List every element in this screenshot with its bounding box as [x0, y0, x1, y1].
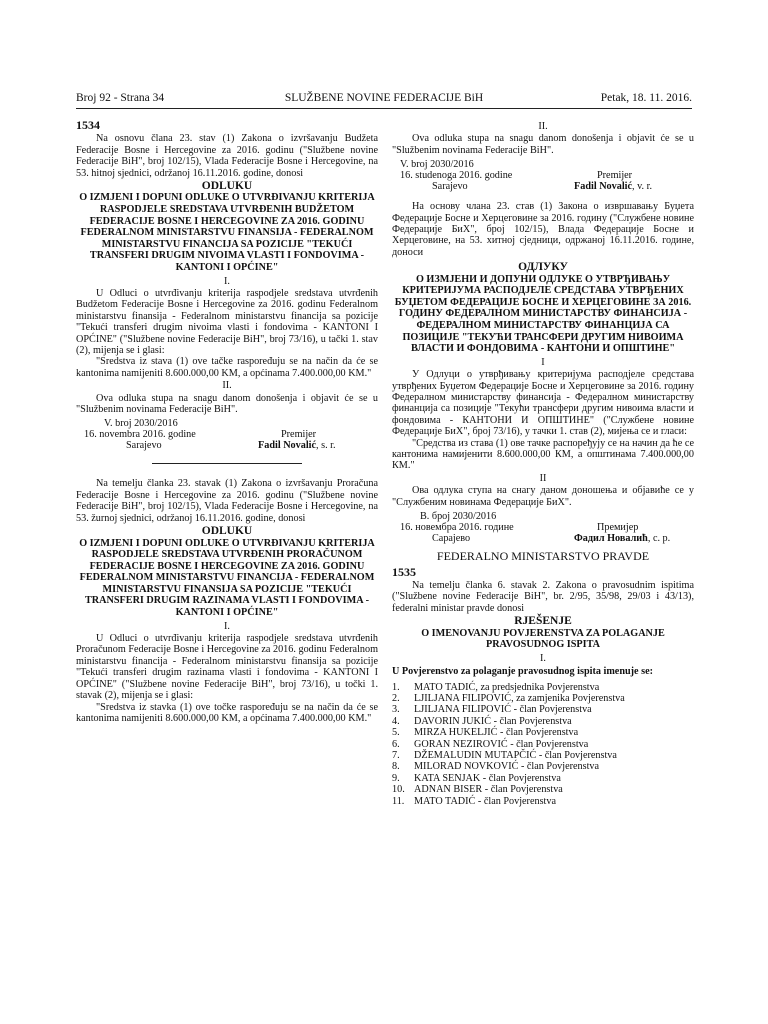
- list-item-text: ADNAN BISER - član Povjerenstva: [414, 784, 563, 796]
- section-numeral: I.: [224, 275, 230, 287]
- page-header: [76, 92, 692, 109]
- member-list: [392, 682, 694, 807]
- issue-date: Petak, 18. 11. 2016.: [600, 92, 692, 104]
- list-item: [392, 682, 694, 693]
- list-item-number: 9.: [392, 772, 400, 784]
- list-item: [392, 750, 694, 761]
- list-item-number: 11.: [392, 795, 405, 807]
- signatory-name: Фадил Новалић, с. р.: [574, 533, 671, 545]
- list-item-text: DŽEMALUDIN MUTAPČIĆ - član Povjerenstva: [414, 749, 617, 761]
- list-item-number: 10.: [392, 784, 405, 796]
- section-text: Ова одлука ступа на снагу даном доношења и објавиће се у "Службеним новинама Федерације БиХ".: [392, 485, 694, 508]
- list-item: [392, 773, 694, 784]
- signatory-role: Premijer: [281, 429, 317, 441]
- list-item-number: 5.: [392, 727, 400, 739]
- section-numeral: II.: [538, 121, 548, 132]
- list-item-text: MIRZA HUKELJIĆ - član Povjerenstva: [414, 727, 579, 739]
- list-item: [392, 784, 694, 795]
- ministry-heading: FEDERALNO MINISTARSTVO PRAVDE: [436, 549, 650, 564]
- list-heading: U Povjerenstvo za polaganje pravosudnog ispita imenuje se:: [392, 666, 654, 678]
- section-numeral: I.: [540, 652, 546, 664]
- list-item-text: MILORAD NOVKOVIĆ - član Povjerenstva: [414, 761, 600, 773]
- list-item: [392, 716, 694, 727]
- document-number: 1535: [392, 564, 416, 579]
- section-numeral: I: [541, 356, 545, 368]
- list-item: [392, 727, 694, 738]
- list-item-text: LJILJANA FILIPOVIĆ, za zamjenika Povjerenstva: [414, 692, 625, 704]
- gazette-title: SLUŽBENE NOVINE FEDERACIJE BiH: [284, 92, 484, 104]
- spacer: [392, 193, 694, 201]
- section-quote: "Sredstva iz stava (1) ove tačke raspoređuju se na način da će se kantonima namijeniti 8.600.000,00 KM, a općinama 7.400.000,00 KM.": [76, 356, 378, 379]
- list-item: [392, 739, 694, 750]
- section-text: У Одлуци о утврђивању критеријума расподјеле средстава утврђених Буџетом Федерације Босне и Херцеговине за 2016. годину Федералном министарству финансија - Федералном министарству финанција са позиције "Текући трансфери другим нивоима власти и фондовима - КАНТОНИ И ОПШТИНЕ" ("Службене новине Федерације БиХ", број 73/16), у тачки 1. став (2), мијења се и гласи:: [392, 369, 694, 438]
- signature-place: Sarajevo: [126, 440, 162, 452]
- signature-block: [76, 418, 378, 452]
- reference-number: V. broj 2030/2016: [104, 418, 178, 430]
- preamble: Na temelju članka 23. stavak (1) Zakona o izvršavanju Proračuna Federacije Bosne i Hercegovine za 2016. godinu ("Službene novine Federacije BiH", broj 102/15), Vlada Federacije Bosne i Hercegovine, na 53. žurnoj sjednici, održanoj 16.11.2016. godine, donosi: [76, 478, 378, 524]
- signatory-name: Fadil Novalić, s. r.: [258, 440, 336, 452]
- list-item-text: DAVORIN JUKIĆ - član Povjerenstva: [414, 715, 572, 727]
- reference-number: V. broj 2030/2016: [400, 159, 474, 171]
- signature-date: 16. studenoga 2016. godine: [400, 170, 513, 182]
- signature-place: Сарајево: [432, 533, 471, 545]
- list-item-number: 7.: [392, 749, 400, 761]
- list-item-text: GORAN NEZIROVIĆ - član Povjerenstva: [414, 738, 589, 750]
- document-subtitle: O IMENOVANJU POVJERENSTVA ZA POLAGANJE PRAVOSUDNOG ISPITA: [421, 627, 665, 651]
- list-item: [392, 761, 694, 772]
- signature-place: Sarajevo: [432, 181, 468, 193]
- section-numeral: II: [539, 472, 547, 484]
- signature-block: [392, 511, 694, 545]
- document-subtitle: O IZMJENI I DOPUNI ODLUKE O UTVRĐIVANJU KRITERIJA RASPODJELE SREDSTAVA UTVRĐENIH BUDŽETOM FEDERACIJE BOSNE I HERCEGOVINE ZA 2016. GODINU FEDERALNOM MINISTARSTVU FINANSIJA - FEDERALNOM MINISTARSTVU FINANCIJA SA POZICIJE "TEKUĆI TRANSFERI DRUGIM NIVOIMA VLASTI I FONDOVIMA - KANTONI I OPĆINE": [79, 192, 375, 273]
- preamble: Na osnovu člana 23. stav (1) Zakona o izvršavanju Budžeta Federacije Bosne i Hercegovine za 2016. godinu ("Službene novine Federacije BiH", broj 102/15), Vlada Federacije Bosne i Hercegovine, na 53. hitnoj sjednici, održanoj 16.11.2016. godine, donosi: [76, 133, 378, 179]
- signature-date: 16. novembra 2016. godine: [84, 429, 196, 441]
- section-text: Ova odluka stupa na snagu danom donošenja i objavit će se u "Službenim novinama Federacije BiH".: [76, 392, 378, 416]
- document-number: 1534: [76, 118, 100, 132]
- list-item-text: MATO TADIĆ, za predsjednika Povjerenstva: [414, 681, 600, 693]
- section-text: U Odluci o utvrđivanju kriterija raspodjele sredstava utvrđenih Budžetom Federacije Bosne i Hercegovine za 2016. godinu Federalnom ministarstvu finansija - Federalnom ministarstvu financija sa pozicije "Tekući transferi drugim nivoima vlasti i fondovima - KANTONI I OPĆINE" ("Službene novine Federacije BiH", broj 73/16), u tački 1. stav (2), mijenja se i glasi:: [76, 288, 378, 357]
- list-item-number: 3.: [392, 704, 400, 716]
- preamble: Na temelju članka 6. stavak 2. Zakona o pravosudnim ispitima ("Službene novine Federacije BiH", br. 2/95, 35/98, 29/03 i 43/13), federalni ministar pravde donosi: [392, 579, 694, 614]
- document-subtitle: O IZMJENI I DOPUNI ODLUKE O UTVRĐIVANJU KRITERIJA RASPODJELE SREDSTAVA UTVRĐENIH PRORAČUNOM FEDERACIJE BOSNE I HERCEGOVINE ZA 2016. GODINU FEDERALNOM MINISTARSTVU FINANCIJA - FEDERALNOM MINISTARSTVU FINANSIJA SA POZICIJE "TEKUĆI TRANSFERI DRUGIM RAZINAMA VLASTI I FONDOVIMA - KANTONI I OPĆINE": [79, 537, 375, 619]
- list-item-number: 8.: [392, 761, 400, 773]
- signatory-role: Премијер: [597, 522, 639, 534]
- list-item-number: 4.: [392, 715, 400, 727]
- list-item-text: LJILJANA FILIPOVIĆ - član Povjerenstva: [414, 704, 592, 716]
- list-item-text: MATO TADIĆ - član Povjerenstva: [414, 795, 556, 807]
- section-text: Ova odluka stupa na snagu danom donošenja i objavit će se u "Službenim novinama Federacije BiH".: [392, 133, 694, 156]
- document-subtitle: О ИЗМЈЕНИ И ДОПУНИ ОДЛУКЕ О УТВРЂИВАЊУ КРИТЕРИЈУМА РАСПОДЈЕЛЕ СРЕДСТАВА УТВРЂЕНИХ БУЏЕТОМ ФЕДЕРАЦИЈЕ БОСНЕ И ХЕРЦЕГОВИНЕ ЗА 2016. ГОДИНУ ФЕДЕРАЛНОМ МИНИСТАРСТВУ ФИНАНСИЈА - ФЕДЕРАЛНОМ МИНИСТАРСТВУ ФИНАНЦИЈА СА ПОЗИЦИЈЕ "ТЕКУЋИ ТРАНСФЕРИ ДРУГИМ НИВОИМА ВЛАСТИ И ФОНДОВИМА - КАНТОНИ И ОПШТИНЕ": [394, 273, 692, 355]
- section-quote: "Средства из става (1) ове тачке распоређују се на начин да ће се кантонима намијенити 8.600.000,00 КМ, а општинама 7.400.000,00 КМ.": [392, 437, 694, 472]
- signatory-name: Fadil Novalić, v. r.: [574, 181, 653, 193]
- issue-page-number: Broj 92 - Strana 34: [76, 92, 165, 104]
- document-title: ODLUKU: [201, 180, 253, 193]
- list-item-number: 1.: [392, 681, 400, 693]
- list-item-number: 2.: [392, 692, 400, 704]
- section-numeral: II.: [222, 380, 232, 392]
- reference-number: В. број 2030/2016: [420, 511, 497, 523]
- document-title: RJEŠENJE: [514, 615, 572, 628]
- list-item: [392, 704, 694, 715]
- signature-block: [392, 159, 694, 193]
- section-numeral: I.: [224, 620, 230, 632]
- list-item-text: KATA SENJAK - član Povjerenstva: [414, 772, 561, 784]
- list-item: [392, 796, 694, 807]
- list-item-number: 6.: [392, 738, 400, 750]
- right-column: [392, 120, 694, 807]
- document-title: ODLUKU: [201, 525, 253, 538]
- list-item: [392, 693, 694, 704]
- document-title: ОДЛУКУ: [518, 261, 568, 274]
- separator: [152, 463, 302, 464]
- signature-date: 16. новембра 2016. године: [400, 522, 514, 534]
- section-quote: "Sredstva iz stavka (1) ove točke raspoređuju se na način da će se kantonima namijeniti 8.600.000,00 KM, a općinama 7.400.000,00 KM.": [76, 701, 378, 724]
- left-column: [76, 120, 378, 724]
- signatory-role: Premijer: [597, 170, 633, 182]
- preamble: На основу члана 23. став (1) Закона о извршавању Буџета Федерације Босне и Херцеговине за 2016. годину ("Службене новине Федерације БиХ", број 102/15), Влада Федерације Босне и Херцеговине, на 53. хитној сједници, одржаној 16.11.2016. године, доноси: [392, 201, 694, 258]
- section-text: U Odluci o utvrđivanju kriterija raspodjele sredstava utvrđenih Proračunom Federacije Bosne i Hercegovine za 2016. godinu Federalnom ministarstvu financija - Federalnom ministarstvu finansija sa pozicije "Tekući transferi drugim razinama vlasti i fondovima - KANTONI I OPĆINE" ("Službene novine Federacije BiH", broj 73/16), u točki 1. stavak (2), mijenja se i glasi:: [76, 633, 378, 702]
